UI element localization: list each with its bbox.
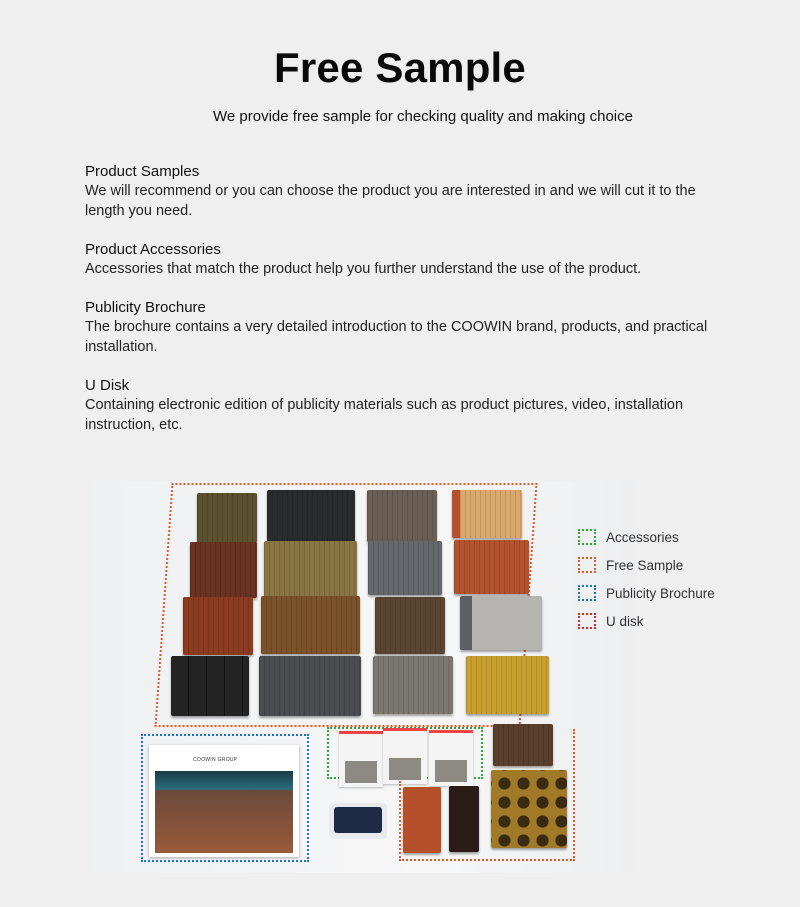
section-product-accessories <box>85 240 725 279</box>
sample-tile <box>373 656 453 714</box>
page-subtitle: We provide free sample for checking quality and making choice <box>213 108 633 125</box>
section-heading: U Disk <box>85 377 130 394</box>
legend-item-u-disk <box>578 607 715 635</box>
free-sample-outline-lower-left <box>399 781 401 861</box>
sample-tile <box>375 597 445 654</box>
u-disk <box>329 803 387 839</box>
sample-tile <box>259 656 361 716</box>
u-disk-card <box>334 807 382 833</box>
legend-label: Accessories <box>606 529 679 545</box>
sample-tile <box>197 493 257 543</box>
brochure-cover-image <box>155 771 293 853</box>
accessory-bag <box>339 731 383 787</box>
sample-tile <box>171 656 249 716</box>
legend-label: U disk <box>606 613 644 629</box>
photo-legend <box>578 523 715 635</box>
section-body: Accessories that match the product help you further understand the use of the product. <box>85 261 642 277</box>
legend-label: Free Sample <box>606 557 684 573</box>
section-heading: Product Accessories <box>85 241 221 258</box>
section-product-samples <box>85 162 725 221</box>
section-u-disk <box>85 376 725 435</box>
legend-item-accessories <box>578 523 715 551</box>
legend-item-free-sample <box>578 551 715 579</box>
legend-item-publicity-brochure <box>578 579 715 607</box>
legend-label: Publicity Brochure <box>606 585 715 601</box>
sample-tile <box>190 542 257 598</box>
publicity-brochure <box>149 745 299 857</box>
sample-tile <box>460 596 542 650</box>
orange-dotted-square-icon <box>578 557 596 573</box>
sample-sections <box>85 162 725 454</box>
sample-post-top <box>493 724 553 766</box>
sample-corner-trim <box>403 787 441 853</box>
sample-tile <box>183 597 253 655</box>
page-title: Free Sample <box>274 44 526 91</box>
sample-hollow-post <box>491 770 567 848</box>
section-heading: Publicity Brochure <box>85 299 206 316</box>
green-dotted-square-icon <box>578 529 596 545</box>
sample-tile <box>454 540 529 594</box>
section-body: Containing electronic edition of publicity materials such as product pictures, video, installation instruction, etc. <box>85 397 684 433</box>
blue-dotted-square-icon <box>578 585 596 601</box>
sample-tile <box>261 596 360 654</box>
sample-tile <box>466 656 549 714</box>
sample-post <box>449 786 479 852</box>
red-dotted-square-icon <box>578 613 596 629</box>
sample-kit-photo <box>93 481 636 873</box>
sample-tile <box>264 541 357 598</box>
brochure-logo: COOWIN GROUP <box>193 757 238 763</box>
section-heading: Product Samples <box>85 163 200 180</box>
sample-tile <box>367 490 437 542</box>
sample-tile <box>267 490 355 542</box>
section-publicity-brochure <box>85 298 725 357</box>
sample-tile <box>452 490 522 538</box>
section-body: We will recommend or you can choose the product you are interested in and we will cut it to the length you need. <box>85 183 696 219</box>
sample-tile <box>368 541 442 595</box>
section-body: The brochure contains a very detailed introduction to the COOWIN brand, products, and practical installation. <box>85 319 708 355</box>
